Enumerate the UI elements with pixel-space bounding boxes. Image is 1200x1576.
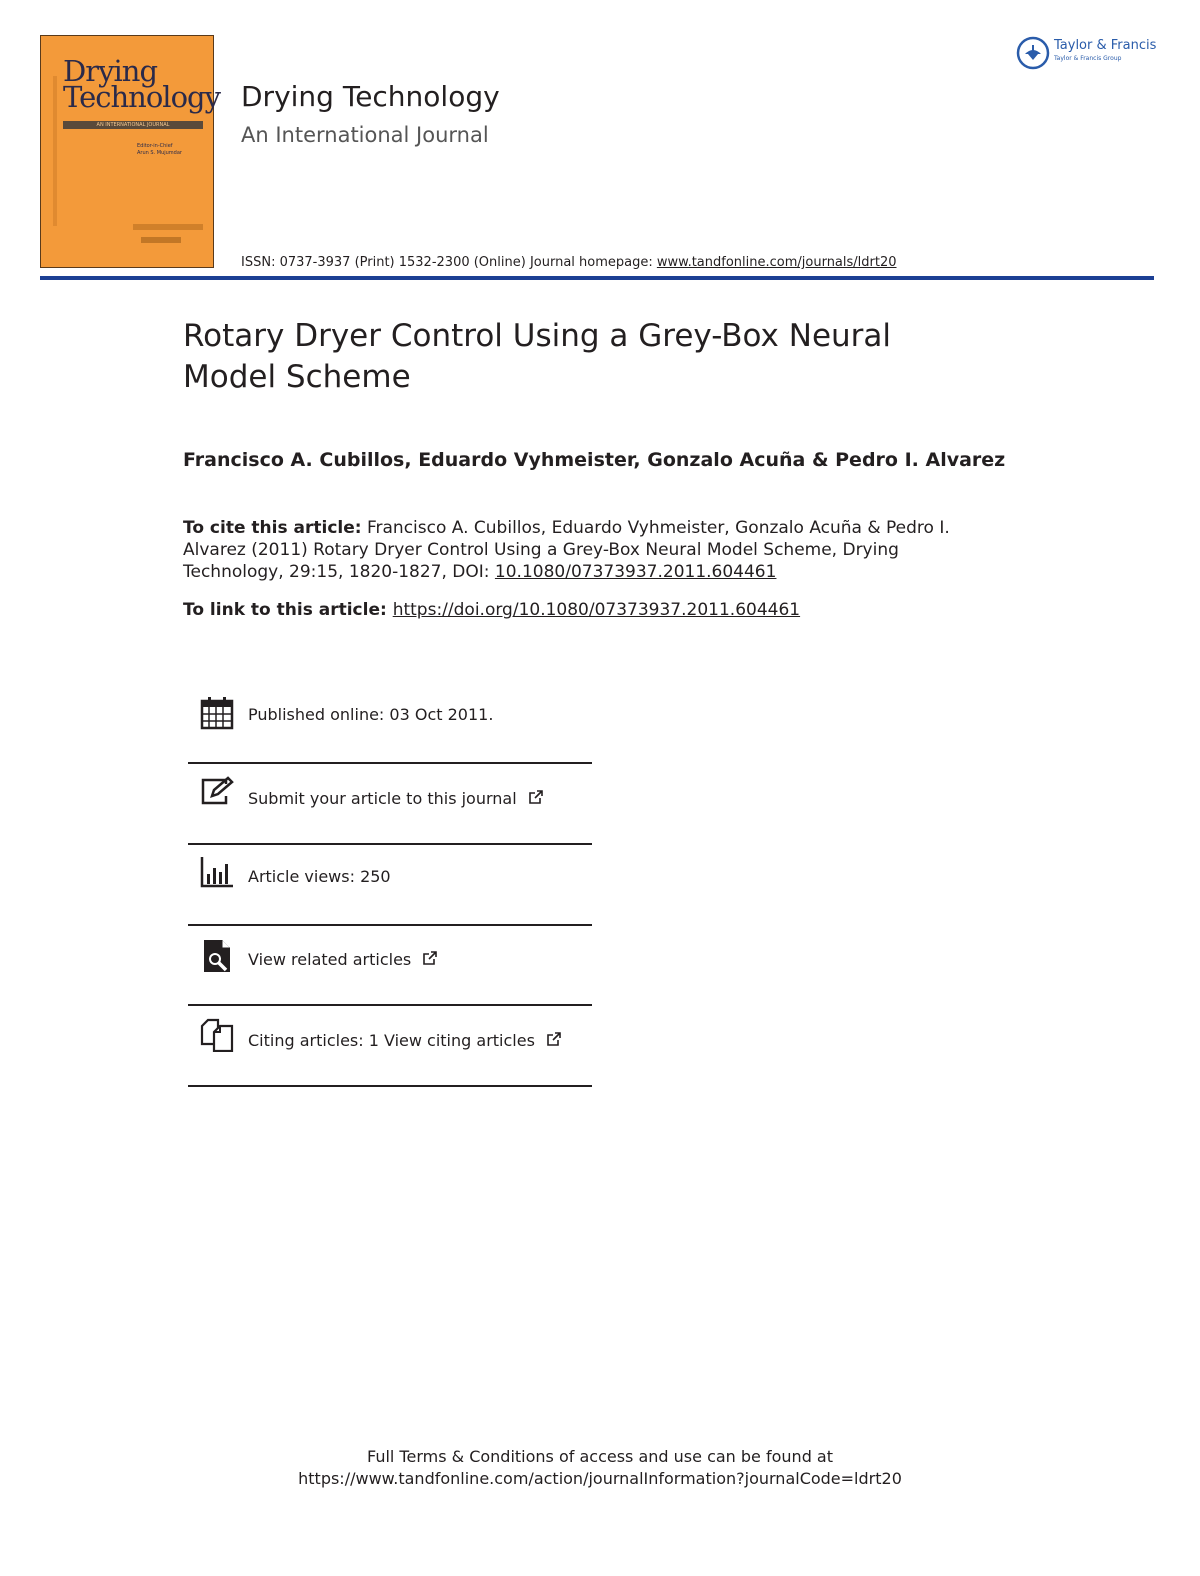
journal-cover bbox=[40, 35, 220, 268]
article-link bbox=[183, 600, 800, 620]
citation bbox=[183, 517, 953, 583]
cover-stripe bbox=[53, 76, 57, 226]
submit-article-label: Submit your article to this journal bbox=[248, 789, 517, 808]
journal-title: Drying Technology bbox=[241, 80, 500, 113]
document-search-icon bbox=[200, 938, 234, 972]
publisher-tagline: Taylor & Francis Group bbox=[1054, 55, 1122, 62]
info-divider bbox=[188, 1085, 592, 1087]
external-link-icon bbox=[528, 789, 544, 805]
publisher-name: Taylor & Francis bbox=[1054, 38, 1157, 53]
cover-editor: Editor-in-Chief Arun S. Mujumdar bbox=[137, 143, 182, 156]
footer-terms-link[interactable]: https://www.tandfonline.com/action/journalInformation?journalCode=ldrt20 bbox=[298, 1469, 902, 1488]
citing-articles-link[interactable] bbox=[248, 1031, 562, 1050]
cover-subtitle-strip: AN INTERNATIONAL JOURNAL bbox=[63, 121, 203, 129]
article-doi-url[interactable]: https://doi.org/10.1080/07373937.2011.604461 bbox=[392, 600, 801, 620]
issn-text: ISSN: 0737-3937 (Print) 1532-2300 (Online) Journal homepage: bbox=[241, 255, 657, 270]
taylor-francis-icon bbox=[1016, 36, 1050, 70]
article-views: Article views: 250 bbox=[248, 867, 391, 886]
published-row bbox=[188, 680, 592, 760]
cover-title-line1: Drying bbox=[63, 54, 158, 88]
footer-terms-text: Full Terms & Conditions of access and use can be found at bbox=[366, 1447, 834, 1466]
issn-line bbox=[241, 255, 897, 270]
cover-title-line2: Technology bbox=[63, 80, 220, 114]
publisher-logo bbox=[1016, 36, 1156, 72]
external-link-icon bbox=[546, 1031, 562, 1047]
published-date: Published online: 03 Oct 2011. bbox=[248, 705, 494, 724]
citation-text: Francisco A. Cubillos, Eduardo Vyhmeister, Gonzalo Acuña & Pedro I. Alvarez (2011) Rotary Dryer Control Using a Grey-Box Neural Model Scheme, Drying Technology, 29:15, 1820-1827, DOI: bbox=[183, 518, 950, 582]
external-link-icon bbox=[422, 950, 438, 966]
bar-chart-icon bbox=[200, 855, 234, 889]
footer bbox=[0, 1446, 1200, 1490]
citation-doi-link[interactable]: 10.1080/07373937.2011.604461 bbox=[494, 562, 777, 582]
related-articles-link[interactable] bbox=[248, 950, 438, 969]
citation-label: To cite this article: bbox=[183, 518, 362, 538]
documents-icon bbox=[200, 1018, 234, 1052]
related-row[interactable] bbox=[188, 926, 592, 1006]
article-link-label: To link to this article: bbox=[183, 600, 393, 620]
header-rule bbox=[40, 276, 1154, 280]
journal-subtitle: An International Journal bbox=[241, 123, 489, 147]
edit-icon bbox=[200, 776, 234, 810]
citing-articles-label: Citing articles: 1 View citing articles bbox=[248, 1031, 535, 1050]
related-articles-label: View related articles bbox=[248, 950, 412, 969]
submit-article-link[interactable] bbox=[248, 789, 544, 808]
submit-row[interactable] bbox=[188, 764, 592, 844]
article-title: Rotary Dryer Control Using a Grey-Box Neural Model Scheme bbox=[183, 318, 892, 395]
views-row bbox=[188, 845, 592, 925]
journal-homepage-link[interactable]: www.tandfonline.com/journals/ldrt20 bbox=[656, 255, 897, 270]
cover-publisher-mark bbox=[141, 237, 181, 243]
cover-volume-strip bbox=[133, 224, 203, 230]
article-authors: Francisco A. Cubillos, Eduardo Vyhmeister, Gonzalo Acuña & Pedro I. Alvarez bbox=[183, 449, 1006, 471]
calendar-icon bbox=[200, 696, 234, 730]
cover-title bbox=[63, 54, 220, 114]
citing-row[interactable] bbox=[188, 1006, 592, 1086]
